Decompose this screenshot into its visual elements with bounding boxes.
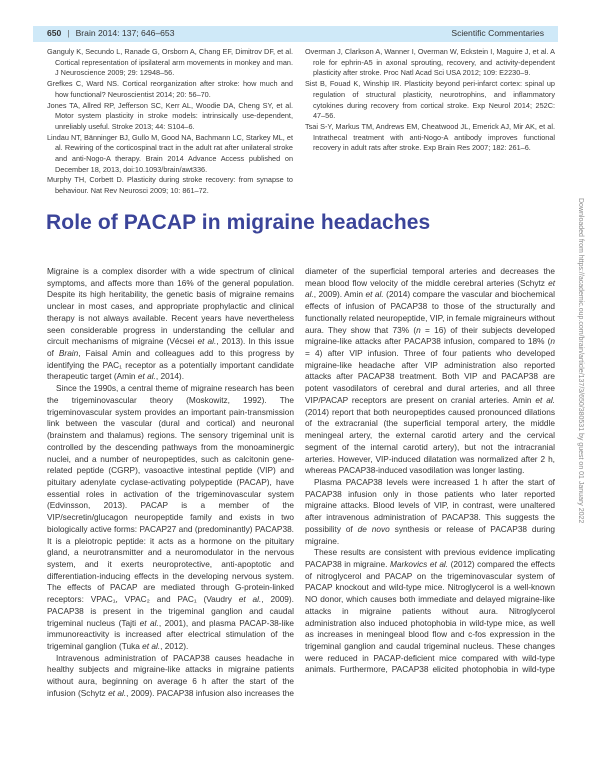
text-run: = 16) of their subjects developed migraine-like attacks after PACAP38 infusion, compared to 18% ( [305,324,555,347]
body-paragraph [305,547,555,676]
italic-text: et al. [305,277,555,300]
text-run: , Faisal Amin and colleagues add to this progress by identifying the PAC₁ receptor as a potentially important candidate therapeutic target (Amin [47,348,295,382]
reference-entry: Jones TA, Allred RP, Jefferson SC, Kerr AL, Woodie DA, Cheng SY, et al. Motor system plasticity in stroke models: intrinsically use-dependent, unreliably useful. Stroke 2013; 44: S104–6. [47,100,293,131]
italic-text: de novo [357,523,390,534]
text-run: synthesis or release of PACAP38 during migraine. [305,523,555,546]
section-name: Scientific Commentaries [451,28,544,38]
italic-text: et al. [108,687,127,698]
text-run: = 4) after VIP infusion. Three of four patients who developed migraine-like headache after VIP administration also reported attacks after PACAP38 treatment. Both VIP and PACAP38 are potent vasodilators of cerebral and dural arteries, and all three VIP/PACAP receptors are present on cranial arteries. Amin [305,348,555,405]
italic-text: et al. [142,641,161,651]
italic-text: et al. [137,371,156,382]
italic-text: et al. [238,594,262,605]
references-right-column [305,47,555,154]
reference-entry: Tsai S-Y, Markus TM, Andrews EM, Cheatwood JL, Emerick AJ, Mir AK, et al. Intrathecal treatment with anti-Nogo-A antibody improves functional recovery in adult rats after stroke. Exp Brain Res 2007; 182: 261–6. [305,121,555,153]
text-run: , 2014). [155,371,184,382]
page-number: 650 [47,28,62,38]
body-paragraph [47,653,294,700]
italic-text: et al. [365,289,384,300]
text-run: , 2001), and plasma PACAP-38-like immunoreactivity is increased after electrical stimulation of the trigeminal ganglion (Tuka [47,617,295,651]
body-right-column [305,266,555,676]
header-left [47,28,175,38]
text-run: Migraine is a complex disorder with a wide spectrum of clinical symptoms, and affects more than 16% of the general population. Despite its high heritability, the genetic basis of migraine remains unclear in most cases, and appropriate prophylactic and clinical therapy is not always available. Recent years have nevertheless seen considerable progress in understanding the cellular and circuit mechanisms of migraine (Vécsei [47,266,294,347]
body-paragraph [47,266,294,383]
reference-entry: Lindau NT, Bänninger BJ, Gullo M, Good NA, Bachmann LC, Starkey ML, et al. Rewiring of the corticospinal tract in the adult rat after unilateral stroke and anti-Nogo-A therapy. Brain 2014 Advance Access published on December 18, 2013, doi:10.1093/brain/awt336. [47,132,293,174]
text-run: , 2009). PACAP38 is present in the trigeminal ganglion and caudal trigeminal nucleus (Tajti [47,594,294,628]
journal-citation: Brain 2014: 137; 646–653 [75,28,175,38]
reference-entry: Ganguly K, Secundo L, Ranade G, Orsborn A, Chang EF, Dimitrov DF, et al. Cortical representation of ipsilateral arm movements in monkey and man. J Neuroscience 2009; 29: 12948–56. [47,47,293,78]
italic-text: n [550,336,555,347]
reference-entry: Overman J, Clarkson A, Wanner I, Overman W, Eckstein I, Maguire J, et al. A role for ephrin-A5 in axonal sprouting, recovery, and activity-dependent plasticity after stroke. Proc Natl Acad Sci USA 2012; 109: E2230–9. [305,47,555,78]
body-paragraph [47,383,294,653]
text-run: Since the 1990s, a central theme of migraine research has been the trigeminovascular theory (Moskowitz, 1992). The trigeminovascular system provides an important pain-transmission link between the vascular (dural and cortical) and neuronal (brainstem and thalamus) regions. The sensory trigeminal unit is controlled by the descending pathways from the monoaminergic nuclei, and a number of neuropeptides, such as calcitonin gene-related peptide (CGRP), vasoactive intestinal peptide (VIP) and pituitary adenylate cyclase-activating polypeptide (PACAP), have essential roles in activation of the trigeminovascular system (Edvinsson, 2013). PACAP is a member of the VIP/secretin/glucagon neuropeptide family and exists in two biologically active forms: PACAP27 and (predominantly) PACAP38. It is a pleiotropic peptide: it acts as a hormone on the pituitary gland, a neurotransmitter and a neuromodulator in the nervous system, and it exerts neuroprotective, anti-apoptotic and differentiation-inducing effects in the developing nervous system. The effects of PACAP are mediated through G-protein-linked receptors: VPAC₁, VPAC₂ and PAC₁ (Vaudry [47,383,294,605]
reference-entry: Sist B, Fouad K, Winship IR. Plasticity beyond peri-infarct cortex: spinal up regulation of structural plasticity, neurotrophins, and inflammatory cytokines during recovery from cortical stroke. Exp Neurol 2014; 252C: 47–56. [305,79,555,121]
italic-text: n [416,324,421,335]
text-run: Plasma PACAP38 levels were increased 1 h after the start of PACAP38 infusion only in those patients who later reported migraine attacks. Blood levels of VIP, in contrast, were unaltered after intravenous administration of PACAP38. This suggests the possibility of [305,476,555,534]
header-separator: | [67,28,70,38]
italic-text: et al. [197,336,217,347]
download-watermark: Downloaded from https://academic.oup.com/brain/article/137/3/650/380531 by guest on 01 January 2022 [577,198,584,524]
text-run: (2014) report that both neuropeptides caused pronounced dilations of the extracranial (the superficial temporal artery, the middle meningeal artery, the external carotid artery and the cervical segment of the internal carotid artery), but not the intracranial arteries. However, VIP-induced dilatation was normalized after 2 h, whereas PACAP38-induced vasodilation was longer lasting. [305,406,555,476]
text-run: , 2013). In this issue of [47,336,294,359]
reference-entry: Murphy TH, Corbett D. Plasticity during stroke recovery: from synapse to behaviour. Nat Rev Neurosci 2009; 10: 861–72. [47,175,293,196]
text-run: Intravenous administration of PACAP38 causes headache in healthy subjects and migraine-like attacks in migraine patients without aura, beginning on average 6 h after the start of the infusion (Schytz [47,652,294,698]
italic-text: Brain [58,348,79,359]
reference-entry: Grefkes C, Ward NS. Cortical reorganization after stroke: how much and how functional? Neuroscientist 2014; 20: 56–70. [47,79,293,99]
text-run: diameter of the superficial temporal arteries and decreases the mean blood flow velocity of the middle cerebral arteries (Schytz [305,266,555,288]
body-left-column [47,266,294,700]
text-run: These results are consistent with previous evidence implicating PACAP38 in migraine. [305,547,555,569]
text-run: (2012) compared the effects of nitroglycerol and PACAP on the trigeminovascular system of PACAP knockout and wild-type mice. Nitroglycerol is a well-known NO donor, which causes both immediate and delayed migraine-like attacks in migraine patients without aura. Nitroglycerol administration also induced photophobia in wild-type mice, as well as increases in meningeal blood flow and c-fos expression in the trigeminal ganglion and caudal trigeminal nucleus. These changes were reduced in PACAP-deficient mice compared with wild-type animals. Furthermore, PACAP38 elicited photophobia in wild-type [305,558,555,675]
body-paragraph [305,266,555,477]
references-left-column [47,47,293,197]
body-paragraph [305,477,555,547]
italic-text: Markovics et al. [389,558,449,569]
text-run: , 2009). PACAP38 infusion also increases the [126,687,294,698]
text-run: (2014) compare the vascular and biochemical effects of infusion of PACAP38 to those of the structurally and functionally related neuropeptide, VIP, in female migraineurs without aura. They show that 73% ( [305,289,555,335]
running-header [33,26,558,42]
text-run: , 2009). Amin [313,289,366,300]
italic-text: et al. [535,394,555,405]
article-title: Role of PACAP in migraine headaches [46,211,431,234]
text-run: , 2012). [160,641,189,651]
italic-text: et al. [139,617,159,628]
